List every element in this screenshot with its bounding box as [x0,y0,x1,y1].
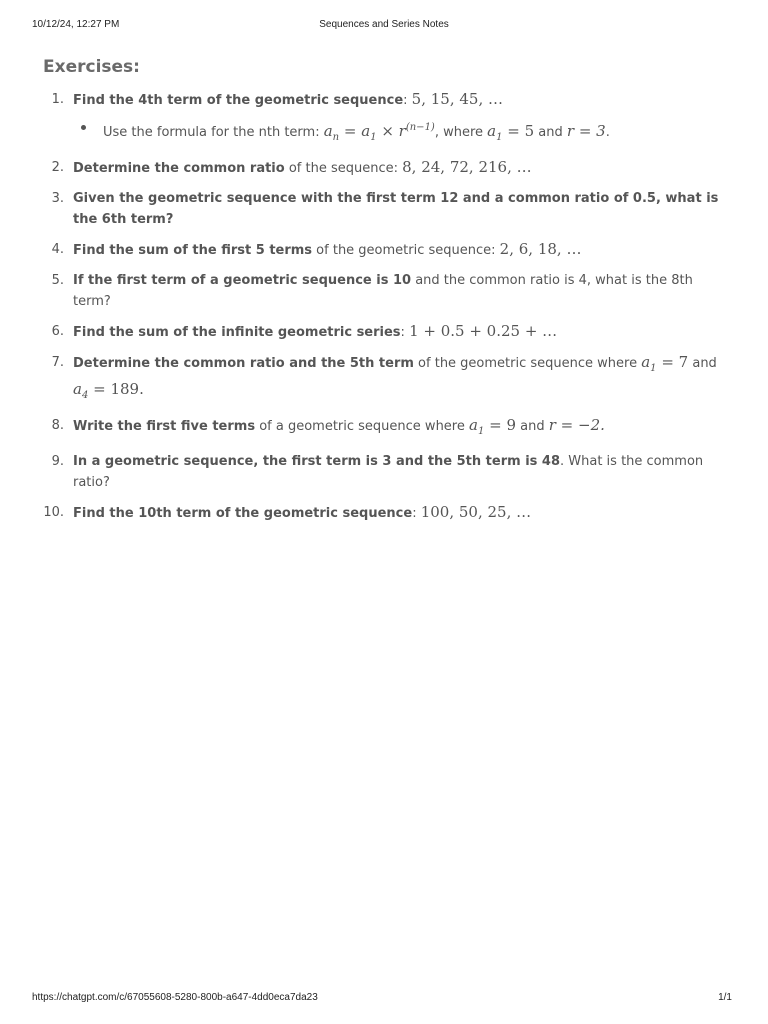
exercise-bold: Find the sum of the first 5 terms [73,243,313,258]
exercise-math: 1 + 0.5 + 0.25 + … [409,322,558,340]
formula-nth-term: $a_n$ [323,122,340,143]
exercise-bold: Determine the common ratio and the 5th term [73,356,414,371]
exercise-item [43,157,733,179]
print-datetime: 10/12/24, 12:27 PM [32,19,120,30]
exercise-text: of the geometric sequence where [413,356,642,371]
exercise-bold: Given the geometric sequence with the first term 12 and a common ratio of 0.5, what is the 6th term? [73,191,719,227]
exercise-bold: Find the sum of the infinite geometric series [73,325,401,340]
exercise-item [43,451,733,493]
exercise-math: = 9 [489,416,516,434]
exercise-number: 6. [51,324,64,339]
exercise-number: 8. [51,418,64,433]
exercise-number: 7. [51,355,64,370]
exercise-number: 4. [51,242,64,257]
exercise-item [43,270,733,312]
exercise-text: of a geometric sequence where [255,419,469,434]
exercise-number: 2. [51,160,64,175]
exercise-text: : [403,93,412,108]
exercise-item [43,239,733,261]
exercise-number: 9. [51,454,64,469]
exercise-math: = 7 [661,353,689,371]
exercise-math: 2, 6, 18, … [499,240,582,258]
exercise-bold: Find the 10th term of the geometric sequence [73,506,413,521]
exercise-number: 10. [43,505,64,520]
exercise-text: : [412,506,421,521]
exercise-number: 5. [51,273,64,288]
exercise-bold: In a geometric sequence, the first term is 3 and the 5th term is 48 [73,454,560,469]
bullet-icon [81,125,86,130]
exercise-bold: Find the 4th term of the geometric sequence [73,93,404,108]
exercises-heading: Exercises: [43,57,140,77]
exercise-item [43,188,733,230]
exercise-number: 1. [51,92,64,107]
exercise-text: : [400,325,410,340]
exercise-item: 8. Write the first five terms of a geometric sequence where $a_1 = 9$ and r = −2. [43,415,733,442]
print-header [32,19,736,33]
exercise-math: = 189. [93,380,144,398]
exercise-item: 7. Determine the common ratio and the 5th term of the geometric sequence where $a_1 = 7$ and $a_4 = 189$. [43,352,733,406]
exercise-bold: Write the first five terms [73,419,256,434]
exercise-text: . What is the common ratio? [73,454,704,490]
exercise-bold: Determine the common ratio [73,161,285,176]
hint-text: Use the formula for the nth term: [103,125,324,140]
hint-list [73,117,733,148]
exercise-math: 8, 24, 72, 216, … [402,158,532,176]
hint-item: Use the formula for the nth term: $a_n = a_1 \times r^{(n-1)}$, where $a_1 = 5$ and r = 3. [73,117,733,148]
exercise-item [43,89,733,148]
print-title: Sequences and Series Notes [319,19,449,30]
exercise-math: 100, 50, 25, … [420,503,532,521]
exercise-item [43,502,733,524]
print-url: https://chatgpt.com/c/67055608-5280-800b-a647-4dd0eca7da23 [32,992,318,1003]
exercise-text: and the common ratio is 4, what is the 8th term? [73,273,693,309]
exercise-bold: If the first term of a geometric sequence is 10 [73,273,412,288]
page-number: 1/1 [718,992,732,1003]
exercise-list [43,89,733,524]
exercise-text: of the sequence: [284,161,403,176]
exercise-text: of the geometric sequence: [312,243,500,258]
exercises-section [43,57,733,533]
exercise-number: 3. [51,191,64,206]
exercise-item [43,321,733,343]
exercise-math: 5, 15, 45, … [411,90,503,108]
exercise-math: r = −2. [548,416,605,434]
print-footer [32,992,736,1006]
